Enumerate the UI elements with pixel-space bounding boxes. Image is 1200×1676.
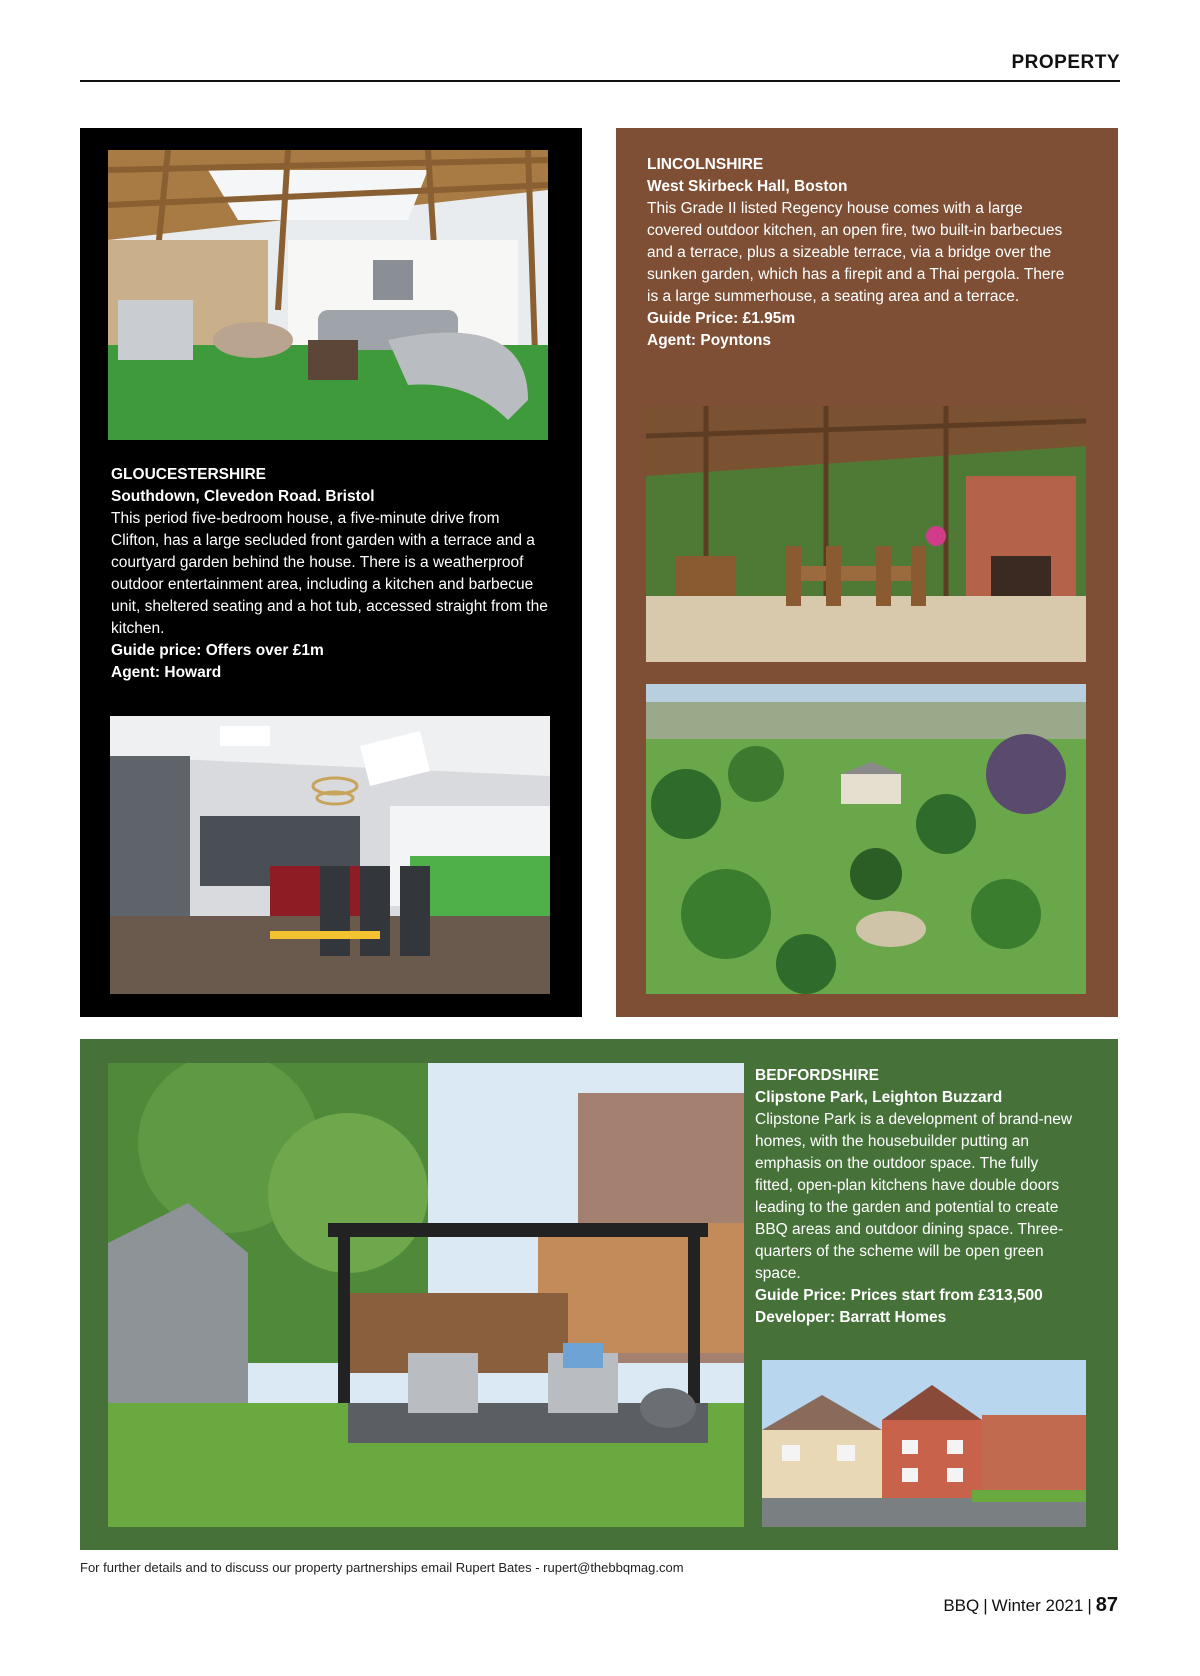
photo-kitchen-interior [110,716,550,994]
listing-description: This Grade II listed Regency house comes with a large covered outdoor kitchen, an open fire, two built-in barbecues and a terrace, plus a sizeable terrace, via a bridge over the sunken garden, which has a firepit and a Thai pergola. There is a large summerhouse, a seating area and a terrace. [647,200,1065,305]
photo-new-build-homes [762,1360,1086,1527]
magazine-name: BBQ [943,1596,980,1615]
issue-label: Winter 2021 [991,1596,1084,1615]
listing-agent: Agent: Howard [111,664,222,681]
page-number: 87 [1095,1594,1118,1616]
photo-aerial-hall-grounds [646,684,1086,994]
listing-region: BEDFORDSHIRE [755,1067,880,1084]
photo-covered-garden-terrace [108,150,548,440]
listing-region: LINCOLNSHIRE [647,156,764,173]
listing-agent: Developer: Barratt Homes [755,1309,947,1326]
photo-outdoor-kitchen-pavilion [646,406,1086,662]
listing-address: West Skirbeck Hall, Boston [647,178,848,195]
listing-price: Guide Price: Prices start from £313,500 [755,1287,1043,1304]
photo-pergola-garden [108,1063,744,1527]
listing-panel-bedfordshire [80,1039,1118,1550]
listing-panel-lincolnshire [616,128,1118,1017]
listing-address: Southdown, Clevedon Road. Bristol [111,488,375,505]
listing-agent: Agent: Poyntons [647,332,771,349]
listing-region: GLOUCESTERSHIRE [111,466,267,483]
header-rule [80,80,1120,82]
listing-text-lincolnshire [647,154,1067,352]
listing-address: Clipstone Park, Leighton Buzzard [755,1089,1003,1106]
listing-price: Guide price: Offers over £1m [111,642,324,659]
listing-text-gloucestershire [111,464,551,684]
page-folio [943,1594,1118,1617]
folio-separator: | [1087,1596,1092,1615]
section-label: PROPERTY [1011,52,1120,73]
listing-panel-gloucestershire [80,128,582,1017]
folio-separator: | [983,1596,988,1615]
footer-note: For further details and to discuss our property partnerships email Rupert Bates - rupert@thebbqmag.com [80,1560,684,1575]
listing-description: Clipstone Park is a development of brand-new homes, with the housebuilder putting an emphasis on the outdoor space. The fully fitted, open-plan kitchens have double doors leading to the garden and potential to create BBQ areas and outdoor dining space. Three-quarters of the scheme will be open green space. [755,1111,1073,1282]
listing-price: Guide Price: £1.95m [647,310,796,327]
listing-description: This period five-bedroom house, a five-minute drive from Clifton, has a large secluded front garden with a terrace and a courtyard garden behind the house. There is a weatherproof outdoor entertainment area, including a kitchen and barbecue unit, sheltered seating and a hot tub, accessed straight from the kitchen. [111,510,548,637]
listing-text-bedfordshire [755,1065,1075,1329]
